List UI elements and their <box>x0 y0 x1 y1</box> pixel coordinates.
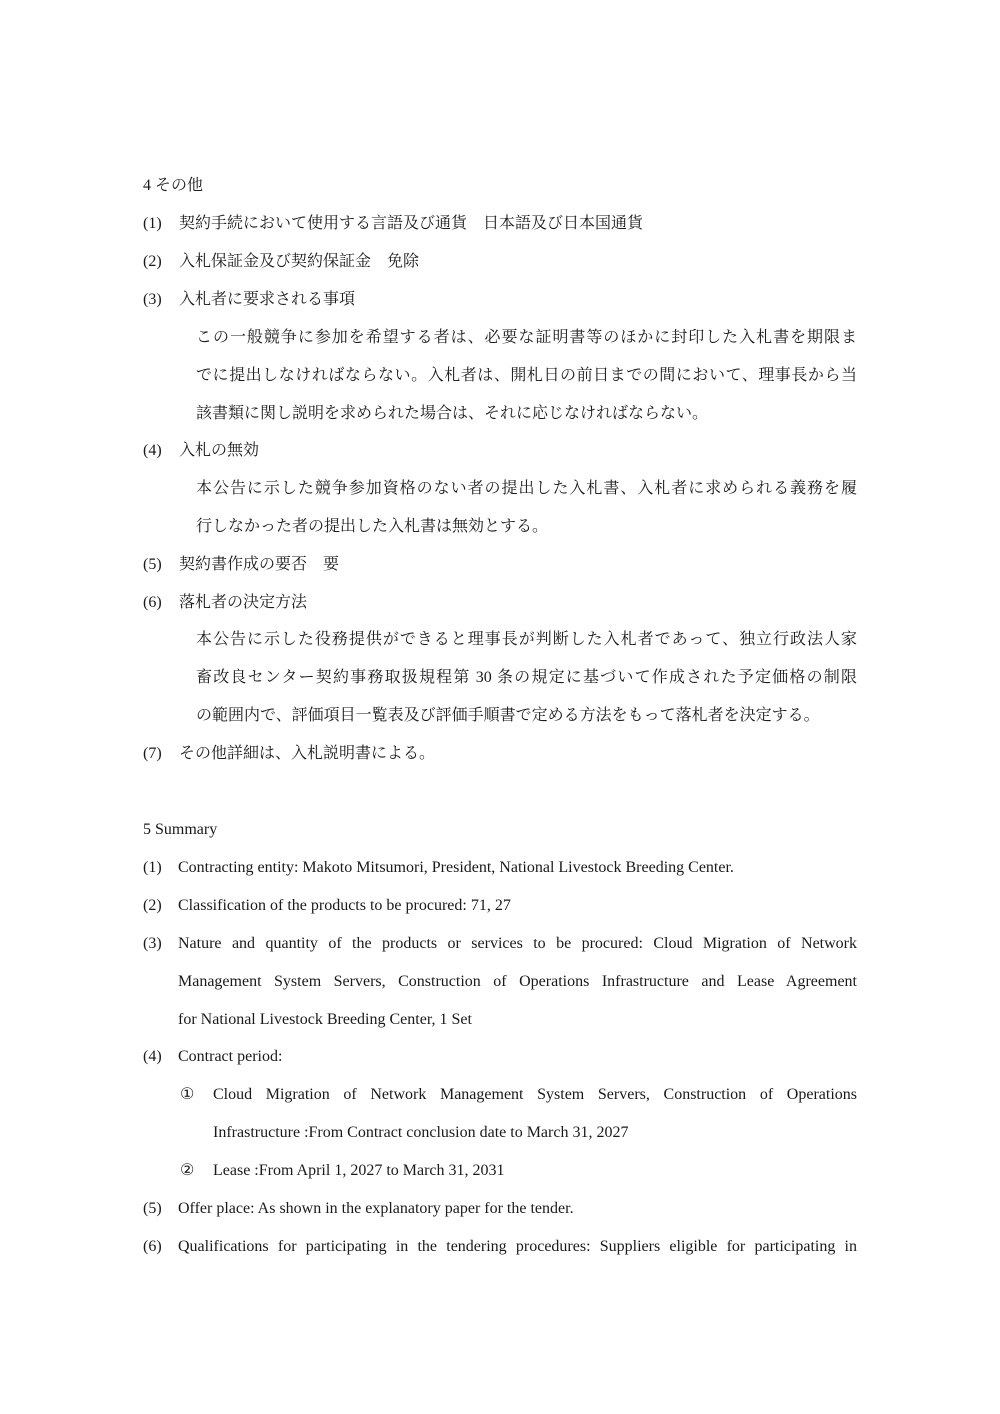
paragraph-line: 本公告に示した役務提供ができると理事長が判断した入札者であって、独立行政法人家 <box>196 631 857 648</box>
item-number: (3) <box>143 935 162 952</box>
item-number: (4) <box>143 442 162 459</box>
item-text: その他詳細は、入札説明書による。 <box>179 745 436 762</box>
paragraph-line: Cloud Migration of Network Management System Servers, Construction of Operations <box>213 1086 857 1103</box>
paragraph-line: 該書類に関し説明を求められた場合は、それに応じなければならない。 <box>196 405 709 422</box>
item-text: Classification of the products to be procured: 71, 27 <box>178 897 511 914</box>
paragraph-line: 畜改良センター契約事務取扱規程第 30 条の規定に基づいて作成された予定価格の制限 <box>196 669 857 686</box>
paragraph-line: でに提出しなければならない。入札者は、開札日の前日までの間において、理事長から当 <box>196 367 857 384</box>
paragraph-line: の範囲内で、評価項目一覧表及び評価手順書で定める方法をもって落札者を決定する。 <box>196 707 820 724</box>
paragraph-line: Qualifications for participating in the tendering procedures: Suppliers eligible for participating in <box>178 1238 857 1255</box>
item-number: (1) <box>143 215 162 232</box>
sub-item-number: ① <box>180 1086 195 1103</box>
item-number: (5) <box>143 556 162 573</box>
section-heading-text: 5 Summary <box>143 821 218 838</box>
section-heading-summary <box>143 820 217 840</box>
paragraph-line: この一般競争に参加を希望する者は、必要な証明書等のほかに封印した入札書を期限ま <box>196 329 857 346</box>
item-text: 入札者に要求される事項 <box>179 291 356 308</box>
item-text: Offer place: As shown in the explanatory paper for the tender. <box>178 1200 574 1217</box>
paragraph-line: Nature and quantity of the products or services to be procured: Cloud Migration of Network <box>178 935 857 952</box>
sub-item-number: ② <box>180 1162 195 1179</box>
item-number: (2) <box>143 253 162 270</box>
item-number: (2) <box>143 897 162 914</box>
item-number: (5) <box>143 1200 162 1217</box>
sub-item-text: Lease :From April 1, 2027 to March 31, 2031 <box>213 1162 505 1179</box>
item-number: (1) <box>143 859 162 876</box>
item-number: (4) <box>143 1048 162 1065</box>
item-text: 落札者の決定方法 <box>179 594 308 611</box>
item-number: (6) <box>143 1238 162 1255</box>
item-text: Contracting entity: Makoto Mitsumori, President, National Livestock Breeding Center. <box>178 859 734 876</box>
section-heading-text: 4 その他 <box>143 177 204 194</box>
section-heading-other <box>143 176 203 196</box>
item-text: 入札の無効 <box>179 442 260 459</box>
item-number: (6) <box>143 594 162 611</box>
paragraph-line: 本公告に示した競争参加資格のない者の提出した入札書、入札者に求められる義務を履 <box>196 480 857 497</box>
paragraph-line: Infrastructure :From Contract conclusion date to March 31, 2027 <box>213 1124 629 1141</box>
item-text: 契約書作成の要否 要 <box>179 556 340 573</box>
paragraph-line: 行しなかった者の提出した入札書は無効とする。 <box>196 518 549 535</box>
paragraph-line: Management System Servers, Construction of Operations Infrastructure and Lease Agreement <box>178 973 857 990</box>
item-text: 契約手続において使用する言語及び通貨 日本語及び日本国通貨 <box>179 215 644 232</box>
item-number: (3) <box>143 291 162 308</box>
item-text: Contract period: <box>178 1048 283 1065</box>
item-number: (7) <box>143 745 162 762</box>
paragraph-line: for National Livestock Breeding Center, 1 Set <box>178 1011 472 1028</box>
item-text: 入札保証金及び契約保証金 免除 <box>179 253 420 270</box>
